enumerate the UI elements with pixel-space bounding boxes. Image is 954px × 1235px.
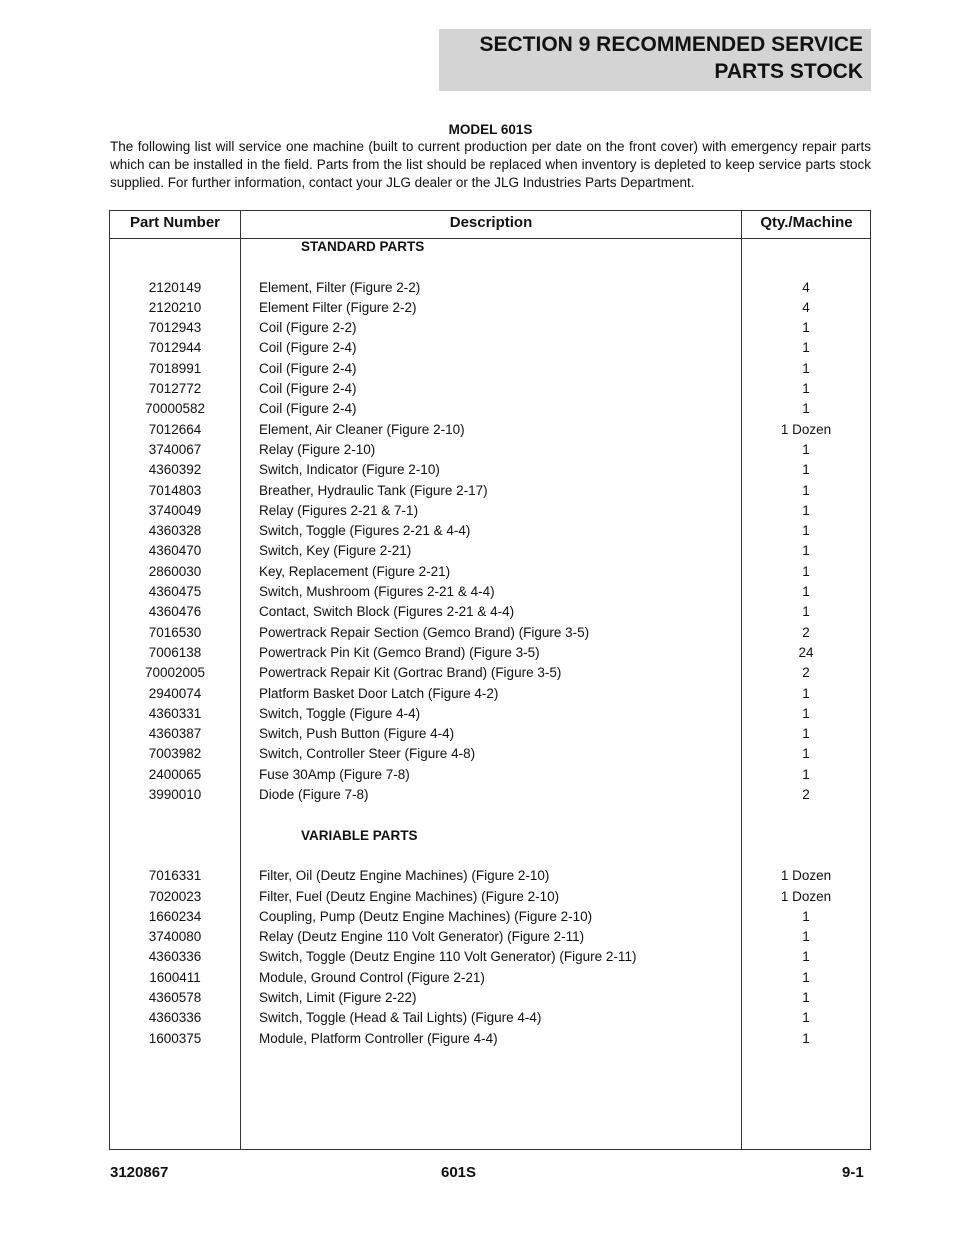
column-header-qty: Qty./Machine [760, 214, 853, 231]
part-number-cell: 3740067 [148, 441, 202, 457]
part-number-cell: 4360578 [148, 989, 202, 1005]
description-cell: Platform Basket Door Latch (Figure 4-2) [259, 685, 499, 701]
qty-cell: 1 [802, 705, 810, 721]
description-cell: Fuse 30Amp (Figure 7-8) [259, 766, 410, 782]
table-row [0, 744, 954, 764]
table-row [0, 663, 954, 683]
description-cell: Switch, Toggle (Figures 2-21 & 4-4) [259, 523, 471, 539]
table-row [0, 501, 954, 521]
table-row [0, 887, 954, 907]
part-number-cell: 7020023 [148, 888, 202, 904]
section-title-line2: PARTS STOCK [714, 60, 863, 83]
qty-cell: 2 [802, 665, 810, 681]
table-row [0, 298, 954, 318]
spacer-row [0, 805, 954, 825]
description-cell: Switch, Push Button (Figure 4-4) [259, 726, 455, 742]
description-cell: Coil (Figure 2-4) [259, 360, 357, 376]
table-row [0, 359, 954, 379]
description-cell: Coil (Figure 2-4) [259, 401, 357, 417]
qty-cell: 2 [802, 624, 810, 640]
description-cell: Powertrack Repair Section (Gemco Brand) (Figure 3-5) [259, 624, 590, 640]
description-cell: Coil (Figure 2-4) [259, 381, 357, 397]
part-number-cell: 7012943 [148, 320, 202, 336]
description-cell: Coil (Figure 2-4) [259, 340, 357, 356]
qty-cell: 1 [802, 381, 810, 397]
table-row [0, 907, 954, 927]
table-row [0, 562, 954, 582]
table-row [0, 866, 954, 886]
part-number-cell: 7014803 [148, 482, 202, 498]
description-cell: Switch, Mushroom (Figures 2-21 & 4-4) [259, 584, 495, 600]
description-cell: Filter, Fuel (Deutz Engine Machines) (Figure 2-10) [259, 888, 560, 904]
table-row [0, 399, 954, 419]
table-row [0, 1008, 954, 1028]
qty-cell: 1 [802, 441, 810, 457]
table-row [0, 278, 954, 298]
spacer-row [0, 846, 954, 866]
table-row [0, 481, 954, 501]
part-number-cell: 7012944 [148, 340, 202, 356]
part-number-cell: 4360392 [148, 462, 202, 478]
qty-cell: 1 Dozen [780, 888, 832, 904]
qty-cell: 4 [802, 279, 810, 295]
section-heading: STANDARD PARTS [301, 239, 425, 254]
table-row [0, 785, 954, 805]
table-row [0, 684, 954, 704]
table-row [0, 460, 954, 480]
qty-cell: 1 [802, 543, 810, 559]
qty-cell: 1 [802, 1030, 810, 1046]
description-cell: Switch, Toggle (Deutz Engine 110 Volt Generator) (Figure 2-11) [259, 949, 637, 965]
part-number-cell: 7006138 [148, 644, 202, 660]
table-row [0, 1029, 954, 1049]
qty-cell: 1 [802, 604, 810, 620]
qty-cell: 1 [802, 340, 810, 356]
table-row [0, 338, 954, 358]
qty-cell: 4 [802, 299, 810, 315]
table-row [0, 623, 954, 643]
column-header-part-number: Part Number [129, 214, 221, 231]
qty-cell: 1 [802, 949, 810, 965]
description-cell: Breather, Hydraulic Tank (Figure 2-17) [259, 482, 488, 498]
qty-cell: 1 [802, 766, 810, 782]
part-number-cell: 7003982 [148, 746, 202, 762]
qty-cell: 1 [802, 502, 810, 518]
part-number-cell: 4360328 [148, 523, 202, 539]
qty-cell: 1 [802, 482, 810, 498]
part-number-cell: 1660234 [148, 908, 202, 924]
description-cell: Switch, Indicator (Figure 2-10) [259, 462, 440, 478]
table-row [0, 541, 954, 561]
description-cell: Key, Replacement (Figure 2-21) [259, 563, 451, 579]
part-number-cell: 7016331 [148, 868, 202, 884]
table-row [0, 582, 954, 602]
part-number-cell: 4360336 [148, 1010, 202, 1026]
description-cell: Switch, Limit (Figure 2-22) [259, 989, 417, 1005]
description-cell: Powertrack Repair Kit (Gortrac Brand) (Figure 3-5) [259, 665, 562, 681]
part-number-cell: 3740080 [148, 929, 202, 945]
qty-cell: 1 [802, 726, 810, 742]
model-title: MODEL 601S [448, 122, 533, 137]
description-cell: Element, Filter (Figure 2-2) [259, 279, 421, 295]
qty-cell: 1 [802, 462, 810, 478]
description-cell: Element Filter (Figure 2-2) [259, 299, 417, 315]
qty-cell: 1 [802, 969, 810, 985]
footer-doc-number: 3120867 [110, 1164, 169, 1181]
footer-model: 601S [441, 1164, 477, 1181]
qty-cell: 1 [802, 929, 810, 945]
table-row [0, 643, 954, 663]
description-cell: Module, Platform Controller (Figure 4-4) [259, 1030, 498, 1046]
description-cell: Switch, Key (Figure 2-21) [259, 543, 412, 559]
qty-cell: 1 [802, 989, 810, 1005]
part-number-cell: 7012664 [148, 421, 202, 437]
table-row [0, 602, 954, 622]
description-cell: Relay (Figure 2-10) [259, 441, 376, 457]
qty-cell: 1 [802, 401, 810, 417]
table-row [0, 318, 954, 338]
table-row [0, 968, 954, 988]
description-cell: Coupling, Pump (Deutz Engine Machines) (Figure 2-10) [259, 908, 593, 924]
part-number-cell: 1600375 [148, 1030, 202, 1046]
part-number-cell: 3740049 [148, 502, 202, 518]
table-row [0, 724, 954, 744]
description-cell: Diode (Figure 7-8) [259, 787, 369, 803]
part-number-cell: 4360387 [148, 726, 202, 742]
table-row [0, 379, 954, 399]
table-row [0, 947, 954, 967]
qty-cell: 2 [802, 787, 810, 803]
part-number-cell: 2860030 [148, 563, 202, 579]
qty-cell: 1 [802, 563, 810, 579]
section-title-line1: SECTION 9 RECOMMENDED SERVICE [479, 33, 863, 56]
table-row [0, 440, 954, 460]
table-row [0, 988, 954, 1008]
part-number-cell: 70000582 [144, 401, 206, 417]
table-row [0, 704, 954, 724]
part-number-cell: 1600411 [149, 969, 201, 985]
qty-cell: 1 [802, 908, 810, 924]
part-number-cell: 4360475 [148, 584, 202, 600]
part-number-cell: 3990010 [148, 787, 202, 803]
table-row [0, 420, 954, 440]
section-heading: VARIABLE PARTS [301, 827, 418, 843]
description-cell: Element, Air Cleaner (Figure 2-10) [259, 421, 465, 437]
part-number-cell: 7012772 [148, 381, 202, 397]
description-cell: Powertrack Pin Kit (Gemco Brand) (Figure 3-5) [259, 644, 540, 660]
table-body [0, 237, 954, 1049]
section-heading-row [0, 826, 954, 846]
qty-cell: 1 Dozen [780, 421, 832, 437]
part-number-cell: 4360470 [148, 543, 202, 559]
description-cell: Coil (Figure 2-2) [259, 320, 357, 336]
footer-page-number: 9-1 [842, 1164, 864, 1181]
part-number-cell: 2120210 [148, 299, 202, 315]
section-heading-row [0, 237, 954, 257]
qty-cell: 1 [802, 523, 810, 539]
table-row [0, 765, 954, 785]
qty-cell: 1 [802, 746, 810, 762]
part-number-cell: 2120149 [148, 279, 202, 295]
description-cell: Module, Ground Control (Figure 2-21) [259, 969, 485, 985]
table-row [0, 927, 954, 947]
part-number-cell: 4360336 [148, 949, 202, 965]
qty-cell: 1 [802, 584, 810, 600]
description-cell: Switch, Controller Steer (Figure 4-8) [259, 746, 476, 762]
qty-cell: 1 Dozen [780, 868, 832, 884]
qty-cell: 1 [802, 685, 810, 701]
intro-paragraph: The following list will service one machine (built to current production per date on the front cover) with emergency repair parts which can be installed in the field. Parts from the list should be replaced when inventory is depleted to keep service parts stock supplied. For further information, contact your JLG dealer or the JLG Industries Parts Department. [110, 139, 871, 190]
part-number-cell: 4360331 [148, 705, 202, 721]
qty-cell: 24 [798, 644, 814, 660]
qty-cell: 1 [802, 320, 810, 336]
qty-cell: 1 [802, 360, 810, 376]
part-number-cell: 4360476 [148, 604, 202, 620]
description-cell: Switch, Toggle (Head & Tail Lights) (Figure 4-4) [259, 1010, 542, 1026]
spacer-row [0, 257, 954, 277]
qty-cell: 1 [802, 1010, 810, 1026]
section-header [439, 29, 871, 91]
table-row [0, 521, 954, 541]
description-cell: Relay (Figures 2-21 & 7-1) [259, 502, 419, 518]
description-cell: Contact, Switch Block (Figures 2-21 & 4-4) [259, 604, 515, 620]
part-number-cell: 7018991 [148, 360, 202, 376]
part-number-cell: 2940074 [148, 685, 202, 701]
description-cell: Switch, Toggle (Figure 4-4) [259, 705, 421, 721]
part-number-cell: 7016530 [148, 624, 202, 640]
part-number-cell: 2400065 [148, 766, 202, 782]
part-number-cell: 70002005 [144, 665, 206, 681]
description-cell: Filter, Oil (Deutz Engine Machines) (Figure 2-10) [259, 868, 550, 884]
column-header-description: Description [449, 214, 533, 231]
description-cell: Relay (Deutz Engine 110 Volt Generator) (Figure 2-11) [259, 929, 585, 945]
